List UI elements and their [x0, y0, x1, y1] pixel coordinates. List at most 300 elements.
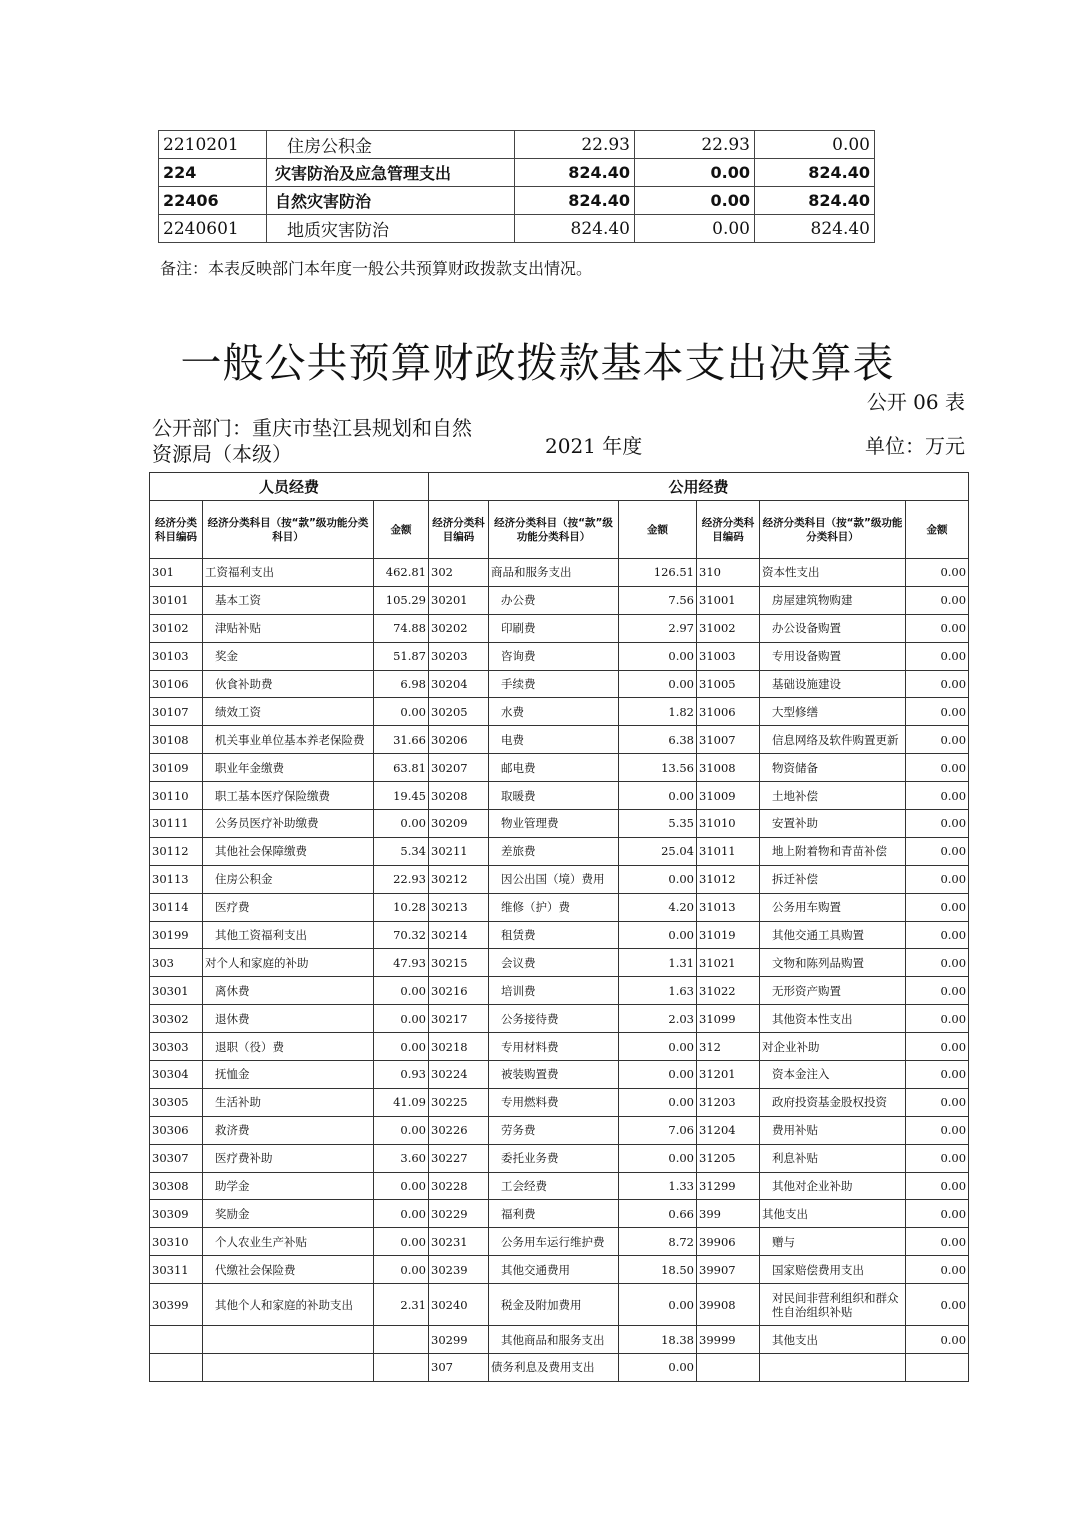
- amount-cell: 0.00: [374, 1200, 429, 1228]
- table-cell: 22.93: [635, 131, 755, 159]
- code-cell: 30229: [429, 1200, 489, 1228]
- amount-cell: 18.38: [619, 1326, 697, 1354]
- table-cell: 824.40: [515, 159, 635, 187]
- amount-cell: 0.00: [619, 1144, 697, 1172]
- table-row: [150, 810, 969, 838]
- code-cell: 30214: [429, 921, 489, 949]
- name-cell: 税金及附加费用: [489, 1284, 619, 1326]
- table-cell: 824.40: [755, 215, 875, 243]
- code-cell: 30204: [429, 670, 489, 698]
- table-row: [150, 670, 969, 698]
- amount-cell: 0.00: [374, 1256, 429, 1284]
- code-cell: 30110: [150, 782, 203, 810]
- amount-cell: 6.38: [619, 726, 697, 754]
- name-cell: 物业管理费: [489, 810, 619, 838]
- amount-cell: 6.98: [374, 670, 429, 698]
- code-cell: 31022: [697, 977, 760, 1005]
- table-row: [150, 782, 969, 810]
- amount-cell: 13.56: [619, 754, 697, 782]
- year-label: 2021 年度: [545, 434, 643, 458]
- table-row: [150, 754, 969, 782]
- table-cell: 自然灾害防治: [267, 187, 515, 215]
- name-cell: 专用设备购置: [760, 642, 906, 670]
- code-cell: 30207: [429, 754, 489, 782]
- code-cell: 31007: [697, 726, 760, 754]
- amount-cell: 0.00: [906, 1200, 969, 1228]
- name-cell: 安置补助: [760, 810, 906, 838]
- code-cell: 31006: [697, 698, 760, 726]
- code-cell: 30102: [150, 614, 203, 642]
- table-row: [150, 1172, 969, 1200]
- amount-cell: [374, 1326, 429, 1354]
- name-cell: 机关事业单位基本养老保险费: [203, 726, 374, 754]
- amount-cell: 0.00: [619, 921, 697, 949]
- expenditure-table: [149, 472, 969, 1382]
- code-cell: 30225: [429, 1088, 489, 1116]
- code-cell: 31001: [697, 586, 760, 614]
- form-id: 公开 06 表: [866, 390, 965, 414]
- table-row: [150, 949, 969, 977]
- code-cell: 30203: [429, 642, 489, 670]
- name-cell: 其他对企业补助: [760, 1172, 906, 1200]
- amount-cell: 0.00: [906, 921, 969, 949]
- amount-cell: 0.00: [619, 1354, 697, 1382]
- code-cell: 30199: [150, 921, 203, 949]
- code-cell: 30305: [150, 1088, 203, 1116]
- unit-label: 单位：万元: [865, 434, 965, 458]
- name-cell: [203, 1354, 374, 1382]
- amount-cell: 31.66: [374, 726, 429, 754]
- code-cell: 31013: [697, 893, 760, 921]
- table-cell: 0.00: [635, 159, 755, 187]
- amount-cell: 0.00: [906, 810, 969, 838]
- amount-cell: 0.00: [906, 977, 969, 1005]
- amount-cell: 22.93: [374, 865, 429, 893]
- code-cell: 30239: [429, 1256, 489, 1284]
- name-cell: 国家赔偿费用支出: [760, 1256, 906, 1284]
- amount-cell: 0.00: [374, 1005, 429, 1033]
- amount-cell: 0.00: [619, 670, 697, 698]
- column-header: 经济分类科目（按“款”级功能分类科目）: [489, 501, 619, 559]
- amount-cell: 0.00: [906, 754, 969, 782]
- code-cell: 30304: [150, 1061, 203, 1089]
- name-cell: 公务用车购置: [760, 893, 906, 921]
- table-row: [150, 1033, 969, 1061]
- table-row: [150, 1061, 969, 1089]
- name-cell: 基础设施建设: [760, 670, 906, 698]
- code-cell: 30113: [150, 865, 203, 893]
- table-row: [150, 726, 969, 754]
- amount-cell: 19.45: [374, 782, 429, 810]
- code-cell: 31012: [697, 865, 760, 893]
- amount-cell: [374, 1354, 429, 1382]
- code-cell: 30399: [150, 1284, 203, 1326]
- name-cell: 委托业务费: [489, 1144, 619, 1172]
- code-cell: 31003: [697, 642, 760, 670]
- code-cell: 30303: [150, 1033, 203, 1061]
- code-cell: 39906: [697, 1228, 760, 1256]
- column-header: 金额: [619, 501, 697, 559]
- name-cell: 绩效工资: [203, 698, 374, 726]
- name-cell: 信息网络及软件购置更新: [760, 726, 906, 754]
- code-cell: 31204: [697, 1116, 760, 1144]
- amount-cell: 18.50: [619, 1256, 697, 1284]
- name-cell: 福利费: [489, 1200, 619, 1228]
- table-row: [150, 1144, 969, 1172]
- table-row: [150, 642, 969, 670]
- code-cell: [150, 1354, 203, 1382]
- code-cell: 31299: [697, 1172, 760, 1200]
- amount-cell: [906, 1354, 969, 1382]
- amount-cell: 0.00: [374, 1228, 429, 1256]
- amount-cell: 0.00: [906, 1228, 969, 1256]
- amount-cell: 126.51: [619, 559, 697, 587]
- amount-cell: 1.82: [619, 698, 697, 726]
- code-cell: 301: [150, 559, 203, 587]
- table-cell: 824.40: [755, 159, 875, 187]
- amount-cell: 0.00: [906, 1144, 969, 1172]
- name-cell: 助学金: [203, 1172, 374, 1200]
- amount-cell: 0.00: [906, 1005, 969, 1033]
- table-row: [159, 131, 875, 159]
- amount-cell: 0.00: [906, 1256, 969, 1284]
- table-row: [150, 1326, 969, 1354]
- amount-cell: 0.00: [619, 782, 697, 810]
- amount-cell: 0.00: [906, 1088, 969, 1116]
- name-cell: 医疗费: [203, 893, 374, 921]
- code-cell: 30108: [150, 726, 203, 754]
- name-cell: 费用补贴: [760, 1116, 906, 1144]
- amount-cell: 0.00: [374, 1116, 429, 1144]
- amount-cell: 7.56: [619, 586, 697, 614]
- amount-cell: 3.60: [374, 1144, 429, 1172]
- code-cell: 30226: [429, 1116, 489, 1144]
- amount-cell: 462.81: [374, 559, 429, 587]
- name-cell: 因公出国（境）费用: [489, 865, 619, 893]
- amount-cell: 74.88: [374, 614, 429, 642]
- code-cell: 30224: [429, 1061, 489, 1089]
- code-cell: [697, 1354, 760, 1382]
- name-cell: 取暖费: [489, 782, 619, 810]
- name-cell: 离休费: [203, 977, 374, 1005]
- code-cell: 30311: [150, 1256, 203, 1284]
- code-cell: 30218: [429, 1033, 489, 1061]
- name-cell: 差旅费: [489, 837, 619, 865]
- amount-cell: 0.00: [906, 837, 969, 865]
- column-header: 经济分类科目编码: [150, 501, 203, 559]
- name-cell: 津贴补贴: [203, 614, 374, 642]
- code-cell: [150, 1326, 203, 1354]
- code-cell: 31205: [697, 1144, 760, 1172]
- code-cell: 31010: [697, 810, 760, 838]
- table-row: [159, 187, 875, 215]
- code-cell: 312: [697, 1033, 760, 1061]
- name-cell: 大型修缮: [760, 698, 906, 726]
- code-cell: 30114: [150, 893, 203, 921]
- name-cell: 医疗费补助: [203, 1144, 374, 1172]
- code-cell: 30208: [429, 782, 489, 810]
- amount-cell: 0.93: [374, 1061, 429, 1089]
- table-cell: 824.40: [515, 187, 635, 215]
- table-row: [150, 1228, 969, 1256]
- table-cell: 824.40: [755, 187, 875, 215]
- code-cell: 31203: [697, 1088, 760, 1116]
- table-cell: 224: [159, 159, 267, 187]
- table-row: [150, 1088, 969, 1116]
- code-cell: 31005: [697, 670, 760, 698]
- code-cell: 31201: [697, 1061, 760, 1089]
- code-cell: 30231: [429, 1228, 489, 1256]
- code-cell: 30202: [429, 614, 489, 642]
- code-cell: 30310: [150, 1228, 203, 1256]
- amount-cell: 0.00: [906, 698, 969, 726]
- amount-cell: 1.33: [619, 1172, 697, 1200]
- name-cell: [203, 1326, 374, 1354]
- name-cell: 办公费: [489, 586, 619, 614]
- code-cell: 31009: [697, 782, 760, 810]
- amount-cell: 63.81: [374, 754, 429, 782]
- name-cell: 专用材料费: [489, 1033, 619, 1061]
- column-header: 经济分类科目（按“款”级功能分类科目）: [203, 501, 374, 559]
- table-row: [150, 586, 969, 614]
- name-cell: 奖金: [203, 642, 374, 670]
- code-cell: 30213: [429, 893, 489, 921]
- code-cell: 30240: [429, 1284, 489, 1326]
- code-cell: 30205: [429, 698, 489, 726]
- amount-cell: 0.00: [906, 670, 969, 698]
- amount-cell: 0.00: [906, 1172, 969, 1200]
- column-header: 经济分类科目编码: [429, 501, 489, 559]
- amount-cell: 2.03: [619, 1005, 697, 1033]
- name-cell: 对民间非营利组织和群众性自治组织补贴: [760, 1284, 906, 1326]
- table-cell: 0.00: [635, 215, 755, 243]
- name-cell: 职工基本医疗保险缴费: [203, 782, 374, 810]
- name-cell: 物资储备: [760, 754, 906, 782]
- table-row: [150, 893, 969, 921]
- name-cell: 公务员医疗补助缴费: [203, 810, 374, 838]
- code-cell: 30103: [150, 642, 203, 670]
- code-cell: 30307: [150, 1144, 203, 1172]
- name-cell: 其他资本性支出: [760, 1005, 906, 1033]
- column-header: 经济分类科目（按“款”级功能分类科目）: [760, 501, 906, 559]
- amount-cell: 0.00: [906, 1284, 969, 1326]
- amount-cell: 2.31: [374, 1284, 429, 1326]
- name-cell: 利息补贴: [760, 1144, 906, 1172]
- name-cell: 水费: [489, 698, 619, 726]
- name-cell: 退休费: [203, 1005, 374, 1033]
- code-cell: 30217: [429, 1005, 489, 1033]
- table-row: [159, 215, 875, 243]
- code-cell: 30209: [429, 810, 489, 838]
- name-cell: 代缴社会保险费: [203, 1256, 374, 1284]
- name-cell: 个人农业生产补贴: [203, 1228, 374, 1256]
- name-cell: 房屋建筑物购建: [760, 586, 906, 614]
- name-cell: 基本工资: [203, 586, 374, 614]
- table-cell: 2210201: [159, 131, 267, 159]
- name-cell: 退职（役）费: [203, 1033, 374, 1061]
- table-row: [150, 837, 969, 865]
- column-header: 经济分类科目编码: [697, 501, 760, 559]
- table-row: [150, 1256, 969, 1284]
- amount-cell: 0.00: [374, 977, 429, 1005]
- name-cell: 土地补偿: [760, 782, 906, 810]
- code-cell: 30111: [150, 810, 203, 838]
- code-cell: 31099: [697, 1005, 760, 1033]
- amount-cell: 0.00: [906, 1033, 969, 1061]
- amount-cell: 0.00: [374, 1033, 429, 1061]
- continuation-table: [158, 130, 875, 243]
- name-cell: 租赁费: [489, 921, 619, 949]
- table-cell: 0.00: [635, 187, 755, 215]
- amount-cell: 0.00: [906, 893, 969, 921]
- name-cell: 债务利息及费用支出: [489, 1354, 619, 1382]
- amount-cell: 51.87: [374, 642, 429, 670]
- amount-cell: 0.00: [906, 1326, 969, 1354]
- amount-cell: 10.28: [374, 893, 429, 921]
- amount-cell: 0.00: [906, 586, 969, 614]
- name-cell: 专用燃料费: [489, 1088, 619, 1116]
- page-title: 一般公共预算财政拨款基本支出决算表: [180, 339, 895, 387]
- table-note: 备注：本表反映部门本年度一般公共预算财政拨款支出情况。: [160, 259, 593, 278]
- table-row: [150, 1284, 969, 1326]
- table-cell: 22.93: [515, 131, 635, 159]
- code-cell: 30101: [150, 586, 203, 614]
- table-cell: 0.00: [755, 131, 875, 159]
- table-row: [150, 921, 969, 949]
- code-cell: 30308: [150, 1172, 203, 1200]
- name-cell: 生活补助: [203, 1088, 374, 1116]
- name-cell: 其他工资福利支出: [203, 921, 374, 949]
- table-row: [159, 159, 875, 187]
- code-cell: 30106: [150, 670, 203, 698]
- name-cell: [760, 1354, 906, 1382]
- name-cell: 邮电费: [489, 754, 619, 782]
- code-cell: 30299: [429, 1326, 489, 1354]
- amount-cell: 0.00: [906, 1061, 969, 1089]
- code-cell: 31019: [697, 921, 760, 949]
- code-cell: 31008: [697, 754, 760, 782]
- table-row: [150, 698, 969, 726]
- code-cell: 303: [150, 949, 203, 977]
- amount-cell: 2.97: [619, 614, 697, 642]
- name-cell: 其他支出: [760, 1326, 906, 1354]
- column-header: 金额: [374, 501, 429, 559]
- amount-cell: 0.00: [619, 865, 697, 893]
- amount-cell: 0.66: [619, 1200, 697, 1228]
- name-cell: 电费: [489, 726, 619, 754]
- table-row: [150, 1005, 969, 1033]
- code-cell: 30112: [150, 837, 203, 865]
- amount-cell: 0.00: [619, 1284, 697, 1326]
- code-cell: 30309: [150, 1200, 203, 1228]
- table-row: [150, 865, 969, 893]
- table-row: [150, 1200, 969, 1228]
- code-cell: 310: [697, 559, 760, 587]
- name-cell: 政府投资基金股权投资: [760, 1088, 906, 1116]
- code-cell: 31002: [697, 614, 760, 642]
- amount-cell: 5.34: [374, 837, 429, 865]
- name-cell: 其他个人和家庭的补助支出: [203, 1284, 374, 1326]
- amount-cell: 47.93: [374, 949, 429, 977]
- column-header: 金额: [906, 501, 969, 559]
- amount-cell: 0.00: [619, 642, 697, 670]
- name-cell: 其他支出: [760, 1200, 906, 1228]
- amount-cell: 0.00: [906, 949, 969, 977]
- amount-cell: 0.00: [906, 559, 969, 587]
- name-cell: 培训费: [489, 977, 619, 1005]
- name-cell: 无形资产购置: [760, 977, 906, 1005]
- name-cell: 工资福利支出: [203, 559, 374, 587]
- code-cell: 30206: [429, 726, 489, 754]
- table-cell: 住房公积金: [267, 131, 515, 159]
- name-cell: 公务用车运行维护费: [489, 1228, 619, 1256]
- amount-cell: 0.00: [374, 1172, 429, 1200]
- amount-cell: 25.04: [619, 837, 697, 865]
- name-cell: 职业年金缴费: [203, 754, 374, 782]
- code-cell: 30228: [429, 1172, 489, 1200]
- amount-cell: 41.09: [374, 1088, 429, 1116]
- name-cell: 救济费: [203, 1116, 374, 1144]
- code-cell: 39907: [697, 1256, 760, 1284]
- name-cell: 办公设备购置: [760, 614, 906, 642]
- amount-cell: 0.00: [906, 782, 969, 810]
- name-cell: 其他商品和服务支出: [489, 1326, 619, 1354]
- amount-cell: 7.06: [619, 1116, 697, 1144]
- amount-cell: 5.35: [619, 810, 697, 838]
- name-cell: 工会经费: [489, 1172, 619, 1200]
- code-cell: 30109: [150, 754, 203, 782]
- table-cell: 灾害防治及应急管理支出: [267, 159, 515, 187]
- name-cell: 手续费: [489, 670, 619, 698]
- amount-cell: 0.00: [374, 698, 429, 726]
- amount-cell: 0.00: [906, 1116, 969, 1144]
- department-label: 公开部门：重庆市垫江县规划和自然资源局（本级）: [152, 416, 472, 466]
- name-cell: 咨询费: [489, 642, 619, 670]
- name-cell: 伙食补助费: [203, 670, 374, 698]
- amount-cell: 105.29: [374, 586, 429, 614]
- name-cell: 其他社会保障缴费: [203, 837, 374, 865]
- code-cell: 30216: [429, 977, 489, 1005]
- amount-cell: 4.20: [619, 893, 697, 921]
- code-cell: 31021: [697, 949, 760, 977]
- code-cell: 30301: [150, 977, 203, 1005]
- table-row: [150, 977, 969, 1005]
- amount-cell: 0.00: [619, 1033, 697, 1061]
- name-cell: 被装购置费: [489, 1061, 619, 1089]
- table-cell: 824.40: [515, 215, 635, 243]
- code-cell: 30227: [429, 1144, 489, 1172]
- amount-cell: 0.00: [906, 726, 969, 754]
- amount-cell: 0.00: [619, 1061, 697, 1089]
- name-cell: 住房公积金: [203, 865, 374, 893]
- name-cell: 公务接待费: [489, 1005, 619, 1033]
- name-cell: 拆迁补偿: [760, 865, 906, 893]
- table-cell: 地质灾害防治: [267, 215, 515, 243]
- code-cell: 302: [429, 559, 489, 587]
- amount-cell: 0.00: [374, 810, 429, 838]
- code-cell: 31011: [697, 837, 760, 865]
- code-cell: 30211: [429, 837, 489, 865]
- amount-cell: 0.00: [906, 614, 969, 642]
- code-cell: 39908: [697, 1284, 760, 1326]
- name-cell: 维修（护）费: [489, 893, 619, 921]
- amount-cell: 8.72: [619, 1228, 697, 1256]
- name-cell: 对个人和家庭的补助: [203, 949, 374, 977]
- name-cell: 会议费: [489, 949, 619, 977]
- name-cell: 奖励金: [203, 1200, 374, 1228]
- name-cell: 商品和服务支出: [489, 559, 619, 587]
- code-cell: 399: [697, 1200, 760, 1228]
